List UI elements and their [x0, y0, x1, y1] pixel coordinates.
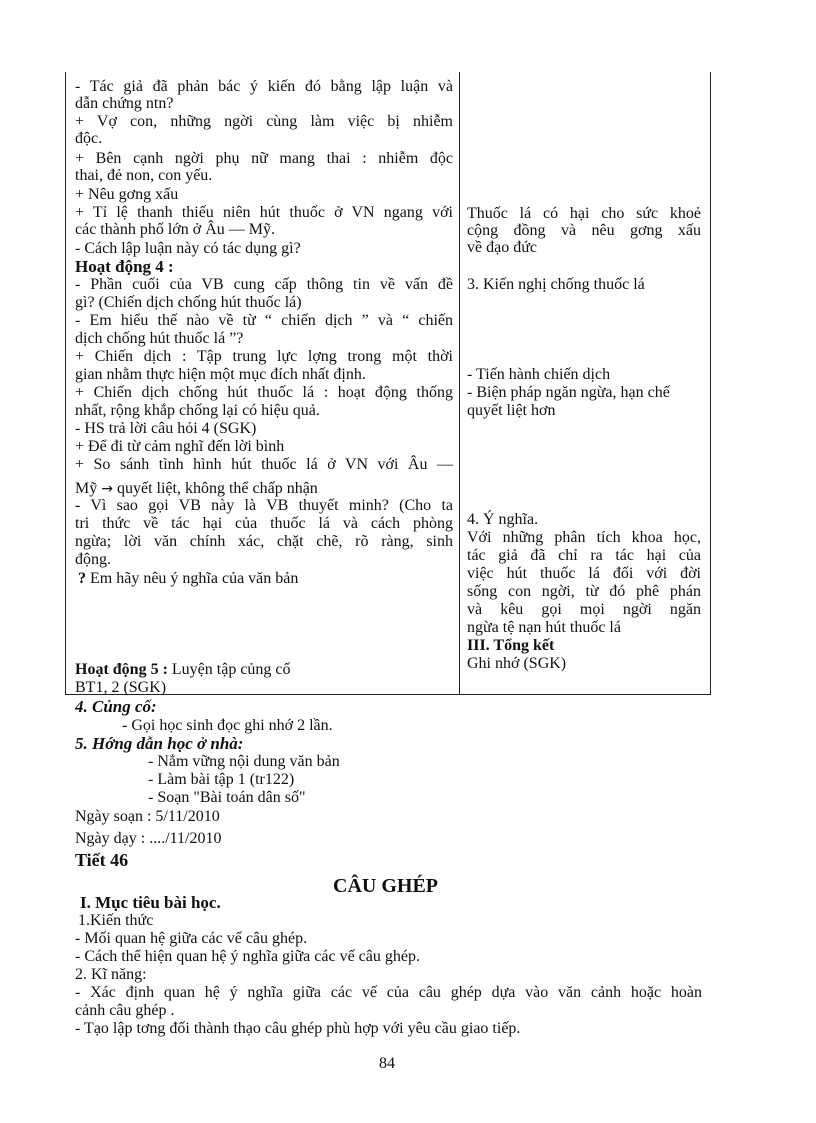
question-text: Em hãy nêu ý nghĩa của văn bản [86, 570, 299, 587]
right-line: sống con ngời, từ đó phê phán [467, 583, 701, 600]
left-line: các thành phố lớn ở Âu — Mỹ. [75, 221, 275, 238]
knowledge-heading: 1.Kiến thức [78, 912, 154, 929]
question-mark: ? [78, 570, 86, 587]
lesson-title: CÂU GHÉP [333, 875, 438, 897]
arrow-right-icon: → [101, 481, 113, 497]
skills-item: - Xác định quan hệ ý nghĩa giữa các vế của câu ghép dựa vào văn cảnh hoặc hoàn [75, 984, 702, 1001]
right-line: tác giả đã chỉ ra tác hại của [467, 547, 701, 564]
left-line: - Cách lập luận này có tác dụng gì? [75, 240, 301, 257]
my-line [75, 480, 318, 499]
left-line: tri thức về tác hại của thuốc lá và cách phòng [75, 515, 453, 532]
homework-item: - Làm bài tập 1 (tr122) [148, 771, 295, 788]
homework-item: - Soạn "Bài toán dân số" [148, 789, 306, 806]
skills-item: - Tạo lập tơng đối thành thạo câu ghép phù hợp với yêu cầu giao tiếp. [75, 1020, 521, 1037]
right-line: quyết liệt hơn [467, 402, 556, 419]
left-line: + Chiến dịch : Tập trung lực lợng trong một thời [75, 348, 453, 365]
my-text-rest: quyết liệt, không thể chấp nhận [112, 480, 318, 497]
right-line: việc hút thuốc lá đối với đời [467, 565, 701, 582]
right-line: - Biện pháp ngăn ngừa, hạn chế [467, 384, 670, 401]
right-line: ngừa tệ nạn hút thuốc lá [467, 619, 621, 636]
left-line: - Tác giả đã phản bác ý kiến đó bằng lập luận và [75, 78, 453, 95]
left-line: gian nhằm thực hiện một mục đích nhất định. [75, 366, 366, 383]
objectives-heading: I. Mục tiêu bài học. [80, 893, 221, 912]
consolidation-item: - Gọi học sinh đọc ghi nhớ 2 lần. [122, 717, 333, 734]
left-line: - HS trả lời câu hỏi 4 (SGK) [75, 420, 257, 437]
left-line: dẫn chứng ntn? [75, 95, 174, 112]
activity-5-line [75, 661, 291, 679]
period-number: Tiết 46 [75, 850, 129, 870]
homework-heading: 5. Hớng dẫn học ở nhà: [75, 734, 244, 753]
question-line [78, 570, 298, 588]
right-line: Với những phân tích khoa học, [467, 529, 701, 546]
activity-5-title: Hoạt động 5 : [75, 661, 168, 678]
right-line: về đạo đức [467, 239, 537, 256]
knowledge-item: - Cách thể hiện quan hệ ý nghĩa giữa các vế câu ghép. [75, 948, 420, 965]
left-line: thai, đẻ non, con yếu. [75, 167, 213, 184]
left-line: độc. [75, 130, 103, 147]
page-number: 84 [379, 1055, 395, 1072]
exercise-line: BT1, 2 (SGK) [75, 679, 167, 696]
prep-date: Ngày soạn : 5/11/2010 [75, 808, 220, 825]
right-line: Thuốc lá có hại cho sức khoẻ [467, 205, 701, 222]
left-line: + So sánh tình hình hút thuốc lá ở VN với Âu — [75, 456, 453, 473]
consolidation-heading: 4. Củng cố: [75, 697, 157, 716]
table-middle-border [459, 72, 460, 695]
skills-heading: 2. Kĩ năng: [75, 966, 147, 983]
left-line: + Bên cạnh ngời phụ nữ mang thai : nhiễm độc [75, 150, 453, 167]
left-line: nhất, rộng khắp chống lại có hiệu quả. [75, 402, 320, 419]
knowledge-item: - Mối quan hệ giữa các vế câu ghép. [75, 930, 308, 947]
right-line: và kêu gọi mọi ngời ngăn [467, 601, 701, 618]
right-section-3: 3. Kiến nghị chống thuốc lá [467, 276, 645, 293]
right-line: cộng đồng và nêu gơng xấu [467, 222, 701, 239]
homework-item: - Nắm vững nội dung văn bản [148, 753, 340, 770]
right-line: - Tiến hành chiến dịch [467, 366, 611, 383]
left-line: + Nêu gơng xấu [75, 186, 179, 203]
activity-5-text: Luyện tập củng cố [167, 661, 291, 678]
table-left-border [65, 72, 66, 695]
left-line: + Chiến dịch chống hút thuốc lá : hoạt động thống [75, 384, 453, 401]
summary-text: Ghi nhớ (SGK) [467, 655, 567, 672]
skills-item: cảnh câu ghép . [75, 1002, 175, 1019]
left-line: - Phần cuối của VB cung cấp thông tin về vấn đề [75, 276, 453, 293]
left-line: + Tỉ lệ thanh thiếu niên hút thuốc ở VN ngang với [75, 204, 453, 221]
my-text: Mỹ [75, 480, 98, 497]
left-line: dịch chống hút thuốc lá ”? [75, 330, 244, 347]
left-line: động. [75, 551, 111, 568]
summary-title: III. Tổng kết [467, 637, 555, 654]
activity-4-title: Hoạt động 4 : [75, 257, 174, 276]
left-line: - Vì sao gọi VB này là VB thuyết minh? (Cho ta [75, 497, 453, 514]
right-section-4: 4. Ý nghĩa. [467, 511, 539, 528]
left-line: - Em hiểu thế nào về từ “ chiến dịch ” và “ chiến [75, 312, 453, 329]
left-line: + Vợ con, những ngời cùng làm việc bị nhiễm [75, 113, 453, 130]
left-line: gì? (Chiến dịch chống hút thuốc lá) [75, 294, 302, 311]
table-right-border [710, 72, 711, 695]
left-line: ngừa; lời văn chính xác, chặt chẽ, rõ ràng, sinh [75, 533, 453, 550]
left-line: + Để đi từ cảm nghĩ đến lời bình [75, 438, 285, 455]
teach-date: Ngày dạy : ..../11/2010 [75, 830, 222, 847]
